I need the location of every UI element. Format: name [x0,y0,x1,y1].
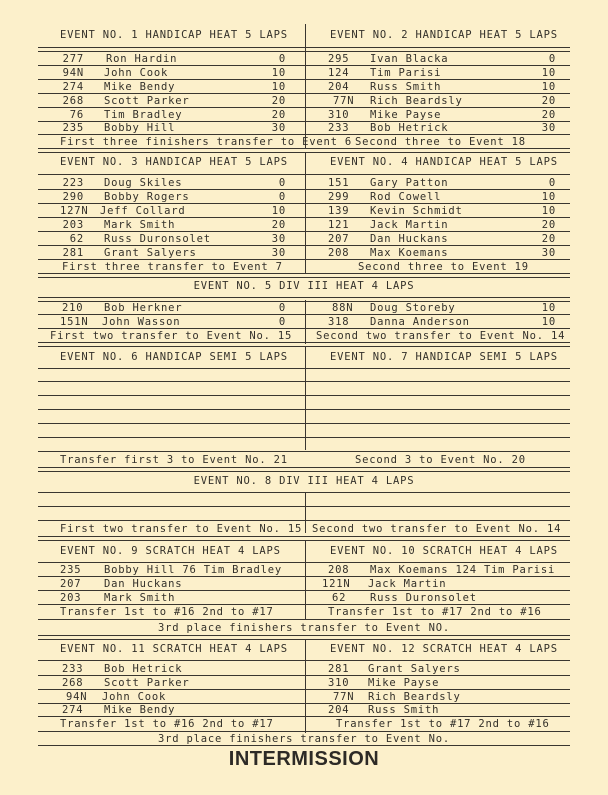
event-6-title: EVENT NO. 6 HANDICAP SEMI 5 LAPS [60,351,288,363]
column-divider [305,152,306,274]
column-divider [305,493,306,533]
row-line [38,703,570,704]
transfer-note-5b: Second two transfer to Event No. 14 [316,330,566,342]
row-line [38,121,570,122]
row-line [38,675,570,676]
transfer-note-4: Second three to Event 19 [358,261,529,273]
transfer-note-10: Transfer 1st to #17 2nd to #16 [328,606,542,618]
event-11-title: EVENT NO. 11 SCRATCH HEAT 4 LAPS [60,643,288,655]
row-line [38,174,570,175]
row-line [38,134,570,135]
row-line [38,314,570,315]
transfer-note-12: Transfer 1st to #17 2nd to #16 [336,718,550,730]
row-line [38,590,570,591]
program-page: EVENT NO. 1 HANDICAP HEAT 5 LAPS EVENT NO. 2 HANDICAP HEAT 5 LAPS 277 Ron Hardin 0 94N John Cook 10 274 Mike Bendy 10 268 Scott Parker 20 76 Tim Bradley 20 235 Bobby Hill 30 295 Ivan Blacka 0 124 Tim Parisi 10 204 Russ Smith 10 77N Rich Beardsly 20 310 Mike Payse 20 233 Bob Hetrick 30 First three finishers transfer to Event 6 Second three to Event 18 EVENT NO. 3 HANDICAP HEAT 5 LAPS EVENT NO. 4 HANDICAP HEAT 5 LAPS 223 Doug Skiles 0 290 Bobby Rogers 0 127N Jeff Collard 10 203 Mark Smith 20 62 Russ Duronsolet 30 281 Grant Salyers 30 151 Gary Patton 0 299 Rod Cowell 10 139 Kevin Schmidt 10 121 Jack Martin 20 207 Dan Huckans 20 208 Max Koemans 30 First three transfer to Event 7 Second three to Event 19 EVENT NO. 5 DIV III HEAT 4 LAPS 210 Bob Herkner 0 151N John Wasson 0 88N Doug Storeby 10 318 Danna Anderson 10 First two transfer to Event No. 15 Second two transfer to Event No. 14 EVENT NO. 6 HANDICAP SEMI 5 LAPS EVENT NO. 7 HANDICAP SEMI 5 LAPS Transfer first 3 to Event No. 21 Second 3 to Event No. 20 EVENT NO. 8 DIV III HEAT 4 LAPS First two transfer to Event No. 15 Second two transfer to Event No. 14 EVENT NO. 9 SCRATCH HEAT 4 LAPS EVENT NO. 10 SCRATCH HEAT 4 LAPS 235 Bobby Hill 76 Tim Bradley 207 Dan Huckans 203 Mark Smith 208 Max Koemans 124 Tim Parisi 121N Jack Martin 62 Russ Duronsolet Transfer 1st to #16 2nd to #17 Transfer 1st to #17 2nd to #16 3rd place finishers transfer to Event NO. EVENT NO. 11 SCRATCH HEAT 4 LAPS EVENT NO. 12 SCRATCH HEAT 4 LAPS 233 Bob Hetrick 268 Scott Parker 94N John Cook 274 Mike Bendy 281 Grant Salyers 310 Mike Payse 77N Rich Beardsly 204 Russ Smith Transfer 1st to #16 2nd to #17 Transfer 1st to #17 2nd to #16 3rd place finishers transfer to Event No. INTERMISSION [0,0,608,795]
rule [38,148,570,153]
rule [38,536,570,541]
row-line [38,259,570,260]
row-line [38,576,570,577]
column-divider [305,24,306,148]
event-4-title: EVENT NO. 4 HANDICAP HEAT 5 LAPS [330,156,558,168]
transfer-note-7: Second 3 to Event No. 20 [355,454,526,466]
rule [38,467,570,472]
event-7-title: EVENT NO. 7 HANDICAP SEMI 5 LAPS [330,351,558,363]
row-line [38,716,570,717]
column-divider [305,639,306,733]
row-line [38,604,570,605]
event-8-title: EVENT NO. 8 DIV III HEAT 4 LAPS [193,475,415,487]
row-line [38,245,570,246]
column-divider [305,540,306,620]
row-line [38,520,570,521]
event-10-title: EVENT NO. 10 SCRATCH HEAT 4 LAPS [330,545,558,557]
transfer-note-8b: Second two transfer to Event No. 14 [312,523,562,535]
row-line [38,203,570,204]
row-line [38,492,570,493]
rule [38,47,570,52]
event-3-title: EVENT NO. 3 HANDICAP HEAT 5 LAPS [60,156,288,168]
row-line [38,93,570,94]
row-line [38,506,570,507]
row-line [38,107,570,108]
transfer-note-5a: First two transfer to Event No. 15 [50,330,293,342]
event-5-title: EVENT NO. 5 DIV III HEAT 4 LAPS [193,280,415,292]
row-line [38,409,570,410]
row-line [38,689,570,690]
row-line [38,381,570,382]
column-divider [305,346,306,450]
rule [38,635,570,640]
row-line [38,660,570,661]
third-place-note-9-10: 3rd place finishers transfer to Event NO. [158,622,450,634]
event-12-title: EVENT NO. 12 SCRATCH HEAT 4 LAPS [330,643,558,655]
row-line [38,79,570,80]
transfer-note-1: First three finishers transfer to Event 6 [60,136,352,148]
event-1-title: EVENT NO. 1 HANDICAP HEAT 5 LAPS [60,29,288,41]
row-line [38,731,570,732]
row-line [38,231,570,232]
transfer-note-6: Transfer first 3 to Event No. 21 [60,454,288,466]
transfer-note-11: Transfer 1st to #16 2nd to #17 [60,718,274,730]
row-line [38,619,570,620]
row-line [38,437,570,438]
event-2-title: EVENT NO. 2 HANDICAP HEAT 5 LAPS [330,29,558,41]
row-line [38,451,570,452]
transfer-note-2: Second three to Event 18 [355,136,526,148]
row-line [38,368,570,369]
rule [38,342,570,347]
row-line [38,395,570,396]
column-divider [305,300,306,344]
row-line [38,562,570,563]
row-line [38,217,570,218]
rule [38,273,570,278]
intermission-heading: INTERMISSION [228,748,380,770]
transfer-note-3: First three transfer to Event 7 [62,261,283,273]
transfer-note-9: Transfer 1st to #16 2nd to #17 [60,606,274,618]
row-line [38,328,570,329]
transfer-note-8a: First two transfer to Event No. 15 [60,523,303,535]
row-line [38,65,570,66]
row-line [38,189,570,190]
event-9-title: EVENT NO. 9 SCRATCH HEAT 4 LAPS [60,545,281,557]
row-line [38,423,570,424]
row-line [38,745,570,746]
third-place-note-11-12: 3rd place finishers transfer to Event No. [158,733,450,745]
